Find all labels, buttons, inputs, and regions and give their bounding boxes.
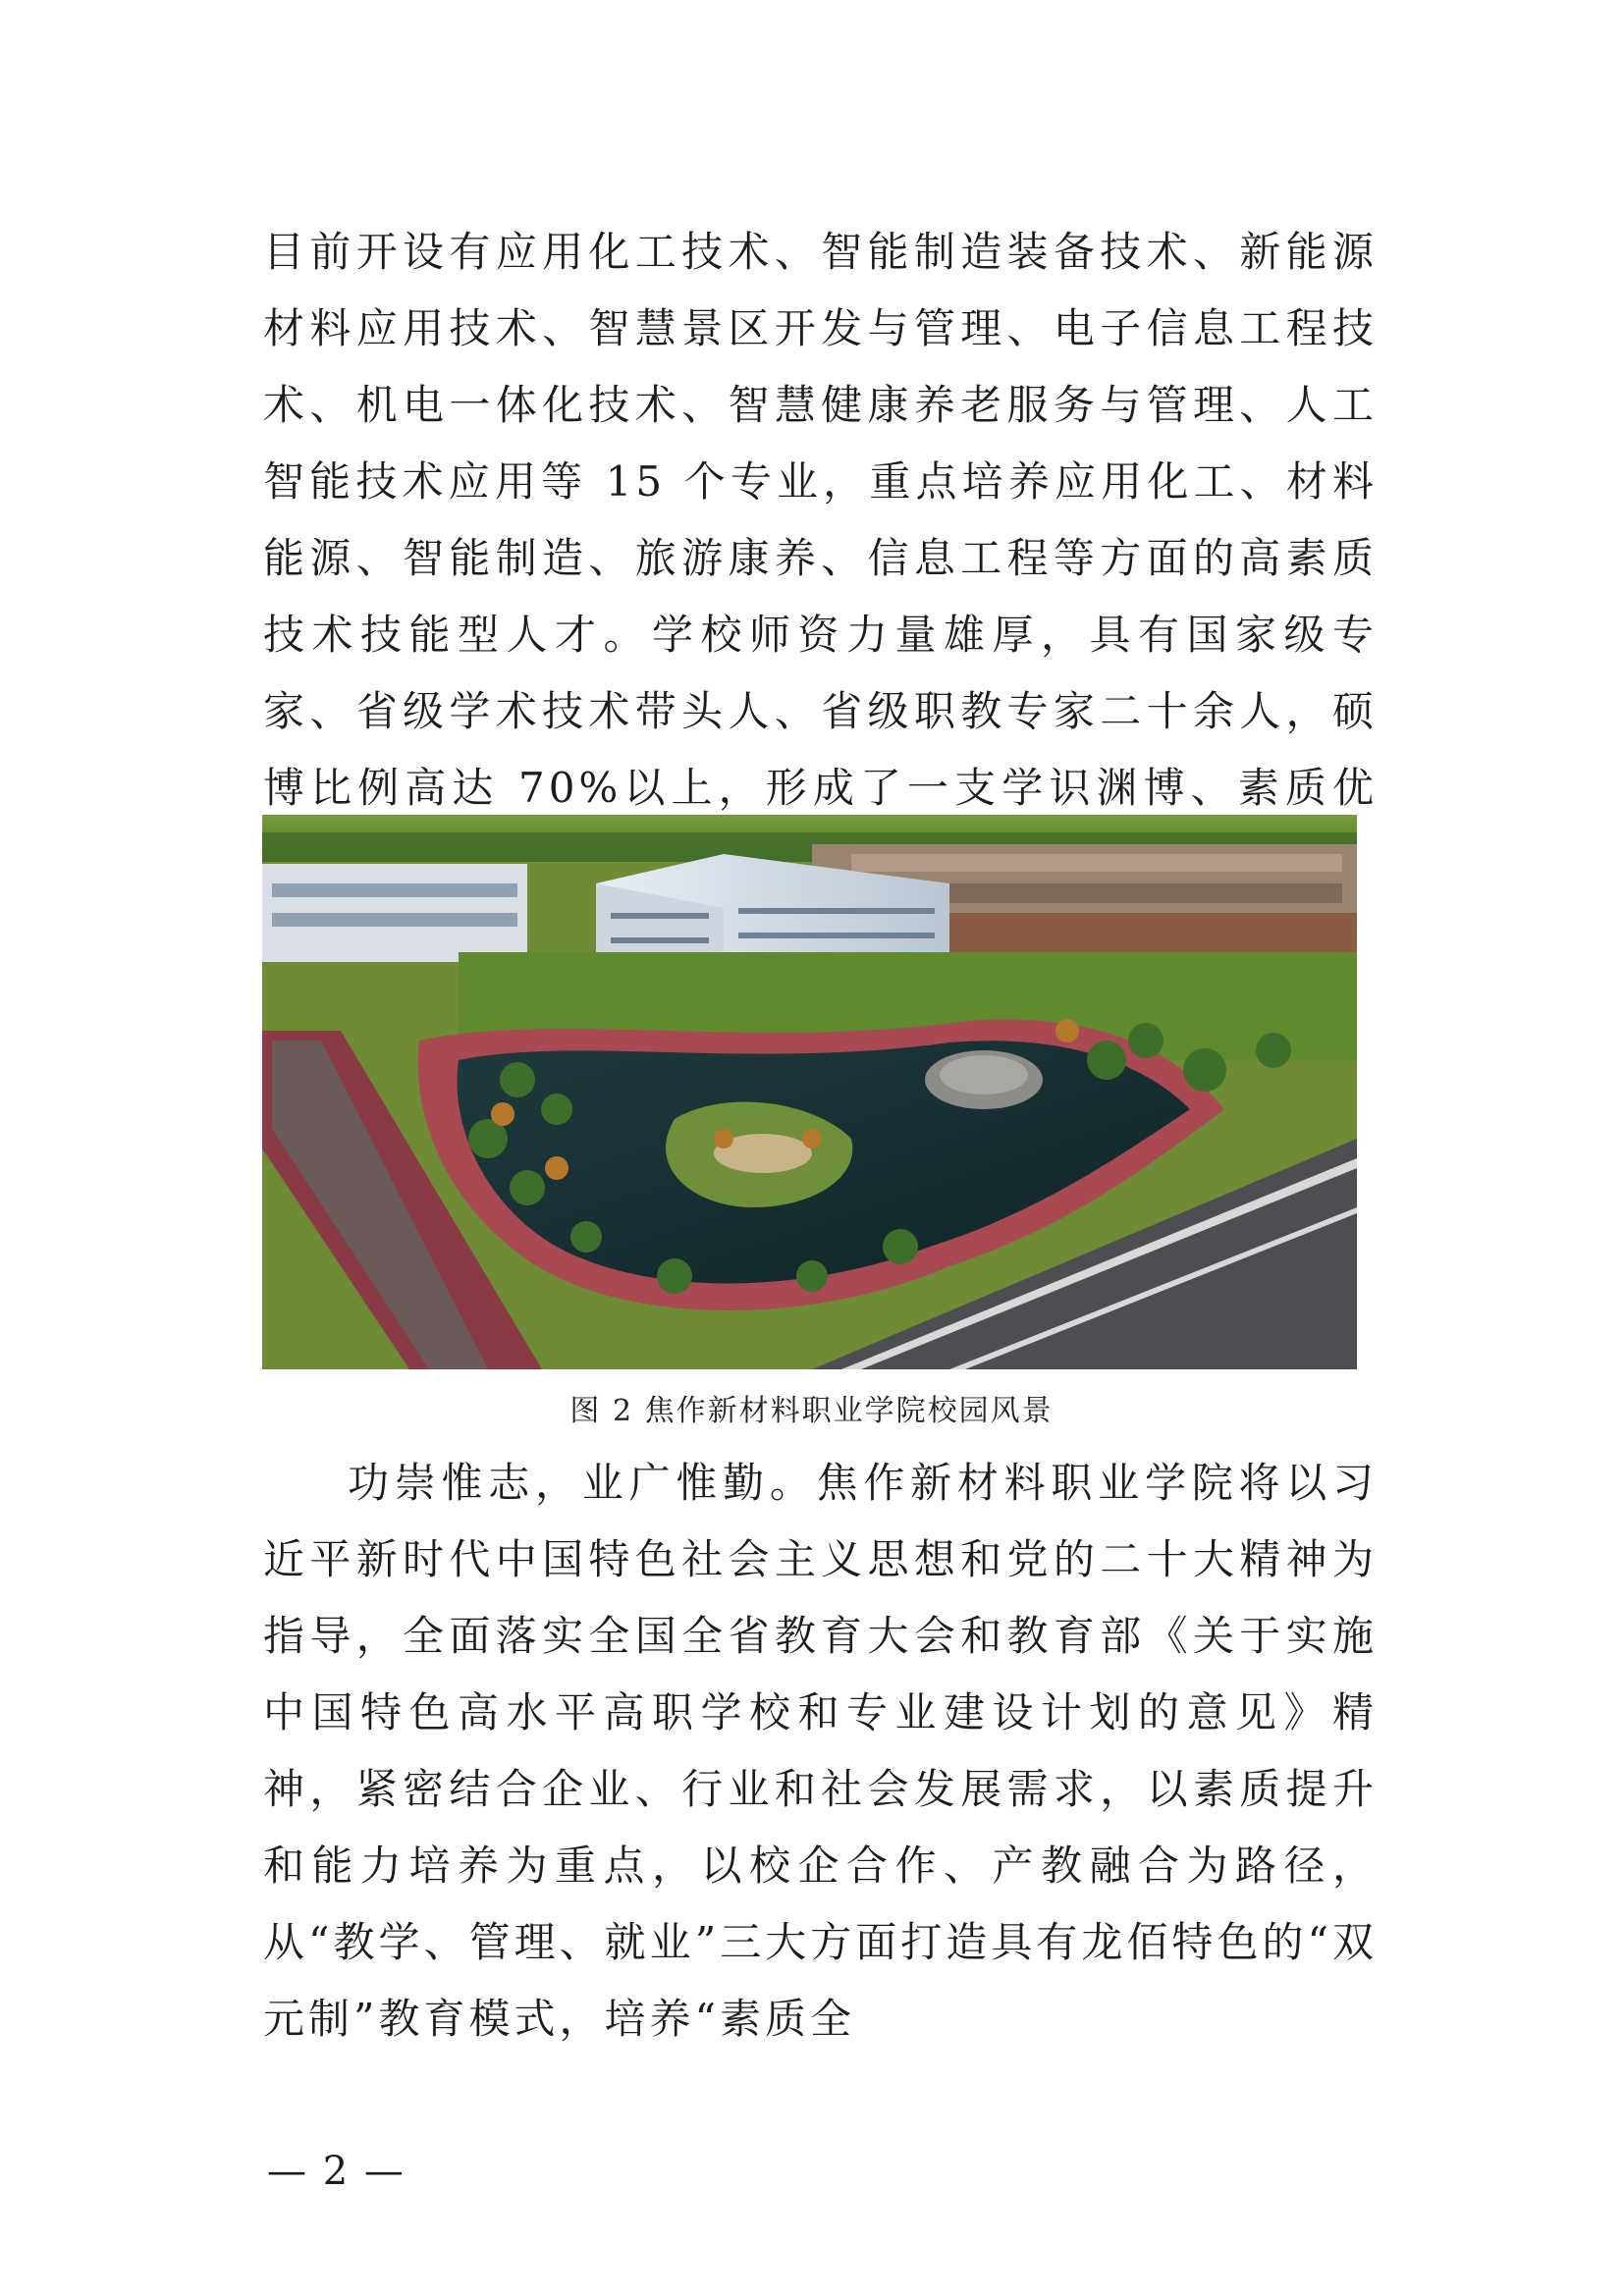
campus-aerial-photo [262, 815, 1357, 1369]
figure-caption: 图 2 焦作新材料职业学院校园风景 [569, 1394, 1054, 1428]
paragraph-development-plan: 功崇惟志，业广惟勤。焦作新材料职业学院将以习近平新时代中国特色社会主义思想和党的二十大精神为指导，全面落实全国全省教育大会和教育部《关于实施中国特色高水平高职学校和专业建设计划的意见》精神，紧密结合企业、行业和社会发展需求，以素质提升和能力培养为重点，以校企合作、产教融合为路径，从“教学、管理、就业”三大方面打造具有龙佰特色的“双元制”教育模式，培养“素质全 [263, 1459, 1378, 2043]
page-number: — 2 — [267, 2149, 406, 2194]
paragraph-majors-and-faculty: 目前开设有应用化工技术、智能制造装备技术、新能源材料应用技术、智慧景区开发与管理、电子信息工程技术、机电一体化技术、智慧健康养老服务与管理、人工智能技术应用等 15 个专业，重点培养应用化工、材料能源、智能制造、旅游康养、信息工程等方面的高素质技术技能型人才。学校师资力量雄厚，具有国家级专家、省级学术技术带头人、省级职教专家二十余人，硕博比例高达 70%以上，形成了一支学识渊博、素质优 [263, 228, 1378, 812]
